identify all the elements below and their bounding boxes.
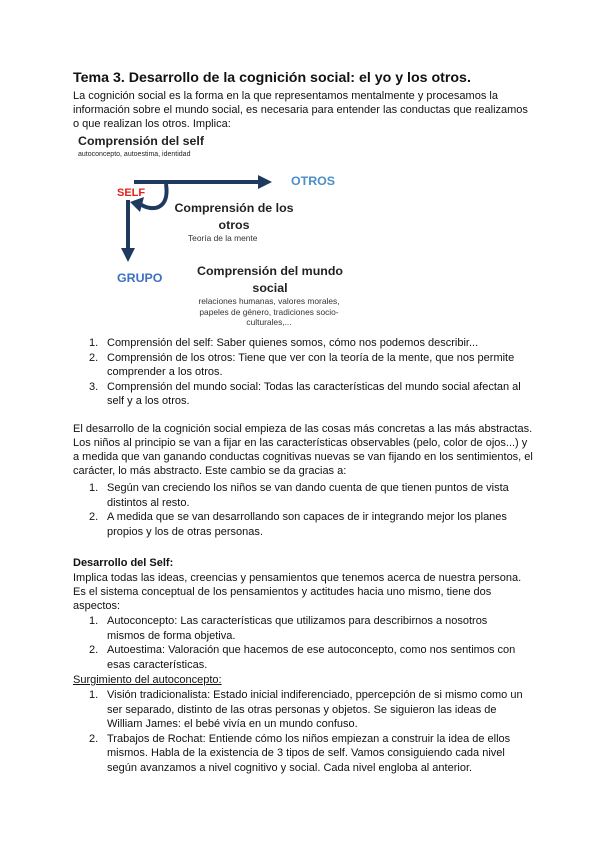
others-comprehension-subtitle: Teoría de la mente (188, 233, 258, 243)
otros-label: OTROS (291, 174, 336, 188)
list-number: 2. (89, 511, 99, 523)
list-item (73, 380, 528, 409)
self-label: SELF (117, 187, 146, 199)
arrow-head-otros (258, 175, 272, 189)
list-text: Trabajos de Rochat: Entiende cómo los niños empiezan a construir la idea de ellos mismos. Habla de la existencia de 3 tipos de self. Vamos consiguiendo cada nivel según avanzamos a nivel cognitivo y social. Cada nivel engloba al anterior. (107, 732, 511, 774)
list-text: A medida que se van desarrollando son capaces de ir integrando mejor los planes propios y los de otras personas. (107, 511, 507, 538)
list-number: 2. (89, 351, 99, 364)
list-number: 1. (89, 337, 99, 349)
list-item (73, 688, 528, 732)
list-number: 1. (89, 689, 99, 701)
self-paragraph: Implica todas las ideas, creencias y pensamientos que tenemos acerca de nuestra persona. Es el sistema conceptual de los pensamientos y actitudes hacia uno mismo, tiene dos aspectos: (73, 572, 522, 612)
list-item (73, 336, 528, 351)
others-comprehension-title: Comprensión de los otros (174, 201, 294, 232)
arrow-head-curve (130, 197, 144, 212)
social-world-title: Comprensión del mundo social (197, 264, 343, 295)
list-number: 1. (89, 615, 99, 627)
list-number: 2. (89, 732, 99, 745)
list-item (73, 481, 528, 510)
list-item (73, 614, 528, 643)
development-paragraph: El desarrollo de la cognición social empieza de las cosas más concretas a las más abstractas. Los niños al principio se van a fijar en las características observables (pelo, color de ojos...) y a medida que van ganando conductas cognitivas nuevas se van fijando en los sentimientos, el carácter, lo más abstracto. Este cambio se da gracias a: (73, 423, 533, 477)
social-cognition-diagram (70, 134, 370, 334)
grupo-label: GRUPO (117, 271, 163, 285)
list-text: Autoestima: Valoración que hacemos de ese autoconcepto, como nos sentimos con esas características. (107, 644, 516, 671)
social-world-subtitle: relaciones humanas, valores morales, papeles de género, tradiciones socio-culturales,... (198, 296, 340, 327)
subsection-title-autoconcepto: Surgimiento del autoconcepto: (73, 674, 222, 686)
list-number: 3. (89, 380, 99, 393)
list-text: Según van creciendo los niños se van dando cuenta de que tienen puntos de vista distintos al resto. (107, 482, 509, 509)
list-number: 1. (89, 482, 99, 494)
list-item (73, 351, 528, 380)
list-text: Visión tradicionalista: Estado inicial indiferenciado, ppercepción de si mismo como un ser separado, distinto de las otras personas y objetos. Se siguieron las ideas de William James: el bebé vivía en un mundo confuso. (107, 689, 523, 730)
list-self-aspects (73, 614, 528, 672)
list-number: 2. (89, 644, 99, 656)
section-title-self: Desarrollo del Self: (73, 557, 174, 569)
self-comprehension-title: Comprensión del self (78, 134, 204, 148)
list-item (73, 510, 528, 539)
list-item (73, 643, 528, 672)
list-text: Comprensión del self: Saber quienes somos, cómo nos podemos describir... (107, 337, 479, 349)
list-text: Comprensión de los otros: Tiene que ver con la teoría de la mente, que nos permite comprender a los otros. (107, 351, 515, 378)
page-title: Tema 3. Desarrollo de la cognición social: el yo y los otros. (73, 70, 471, 86)
list-text: Comprensión del mundo social: Todas las características del mundo social afectan al self y a los otros. (107, 380, 521, 407)
self-comprehension-subtitle: autoconcepto, autoestima, identidad (78, 151, 191, 158)
list-development (73, 481, 528, 539)
list-autoconcepto (73, 688, 528, 775)
intro-paragraph: La cognición social es la forma en la que representamos mentalmente y procesamos la información sobre el mundo social, es necesaria para entender las conductas que realizamos o que realizan los otros. Implica: (73, 90, 528, 130)
list-item (73, 732, 528, 776)
arrow-head-grupo (121, 248, 135, 262)
list-comprehension (73, 336, 528, 409)
list-text: Autoconcepto: Las características que utilizamos para describirnos a nosotros mismos de forma objetiva. (107, 615, 488, 642)
